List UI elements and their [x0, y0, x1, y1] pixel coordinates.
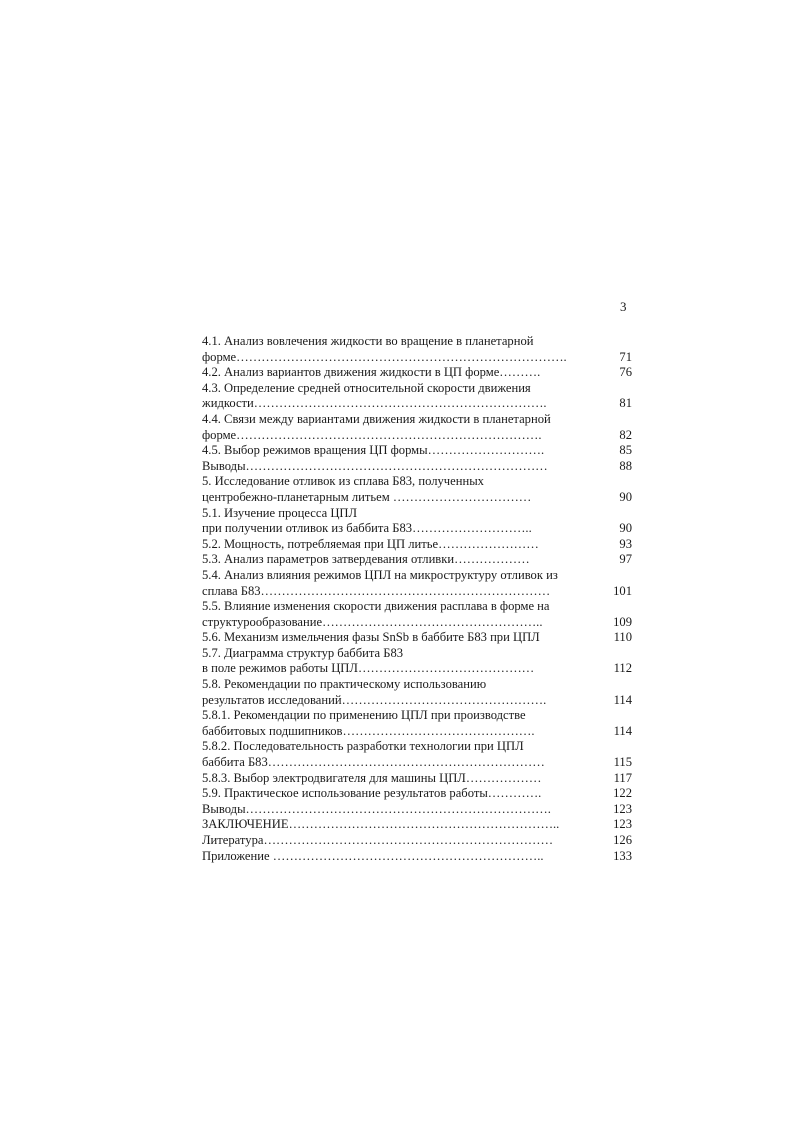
toc-entry-page-number: 101: [613, 583, 632, 598]
toc-entry: [202, 474, 632, 505]
toc-entry-title-line: 5.3. Анализ параметров затвердевания отливки………………: [202, 552, 530, 567]
toc-entry-page-number: 71: [619, 349, 632, 364]
toc-entry-title-line: Литература……………………………………………………………: [202, 833, 554, 847]
toc-entry: [202, 833, 632, 849]
toc-entry-title-line: Выводы……………………………………………………………….: [202, 801, 551, 816]
toc-entry: [202, 646, 632, 677]
toc-entry-title-line: Приложение ………………………………………………………..: [202, 848, 544, 863]
toc-entry-title-line: 5.9. Практическое использование результатов работы………….: [202, 786, 542, 801]
toc-entry: [202, 802, 632, 818]
toc-entry-page-number: 90: [619, 489, 632, 504]
toc-entry-title-line: 5.6. Механизм измельчения фазы SnSb в баббите Б83 при ЦПЛ: [202, 630, 540, 645]
toc-entry-page-number: 82: [619, 427, 632, 442]
toc-entry: [202, 849, 632, 865]
toc-entry-title-line: 4.5. Выбор режимов вращения ЦП формы……………………….: [202, 443, 545, 458]
toc-entry-title-line: в поле режимов работы ЦПЛ……………………………………: [202, 661, 535, 676]
toc-entry-page-number: 85: [619, 443, 632, 458]
toc-entry: [202, 537, 632, 553]
toc-entry-title-line: 4.1. Анализ вовлечения жидкости во вращение в планетарной: [202, 334, 534, 348]
toc-entry-title-line: форме…………………………………………………………………….: [202, 349, 567, 364]
page-number: 3: [620, 299, 627, 314]
toc-entry-title-line: 5.2. Мощность, потребляемая при ЦП литье……………………: [202, 536, 539, 551]
toc-entry-page-number: 112: [613, 661, 632, 676]
toc-entry: [202, 568, 632, 599]
toc-entry: [202, 786, 632, 802]
toc-entry-title-line: результатов исследований………………………………………….: [202, 692, 547, 707]
toc-entry-title-line: центробежно-планетарным литьем ……………………………: [202, 489, 532, 504]
toc-entry-page-number: 117: [613, 770, 632, 785]
table-of-contents: [202, 334, 632, 864]
toc-entry-page-number: 81: [619, 396, 632, 411]
toc-entry: [202, 459, 632, 475]
toc-entry-title-line: 5.7. Диаграмма структур баббита Б83: [202, 645, 404, 660]
toc-entry: [202, 334, 632, 365]
toc-entry-title-line: баббита Б83…………………………………………………………: [202, 755, 545, 770]
toc-entry-page-number: 97: [619, 552, 632, 567]
toc-entry-title-line: 5.1. Изучение процесса ЦПЛ: [202, 505, 358, 520]
toc-entry-page-number: 133: [613, 848, 632, 863]
toc-entry-page-number: 93: [619, 536, 632, 551]
toc-entry-page-number: 122: [613, 786, 632, 801]
toc-entry-title-line: 5.4. Анализ влияния режимов ЦПЛ на микроструктуру отливок из: [202, 567, 558, 582]
toc-entry-title-line: 5.8.3. Выбор электродвигателя для машины ЦПЛ………………: [202, 770, 542, 785]
toc-entry-page-number: 114: [613, 723, 632, 738]
toc-entry-title-line: 4.4. Связи между вариантами движения жидкости в планетарной: [202, 411, 551, 426]
toc-entry-page-number: 109: [613, 614, 632, 629]
toc-entry-title-line: при получении отливок из баббита Б83………………………..: [202, 521, 532, 536]
toc-entry-title-line: баббитовых подшипников……………………………………….: [202, 723, 535, 738]
toc-entry: [202, 443, 632, 459]
toc-entry: [202, 817, 632, 833]
toc-entry: [202, 708, 632, 739]
toc-entry-page-number: 115: [613, 755, 632, 770]
toc-entry-page-number: 123: [613, 817, 632, 832]
toc-entry-page-number: 126: [613, 833, 632, 847]
toc-entry-page-number: 123: [613, 801, 632, 816]
toc-entry-title-line: 5.8. Рекомендации по практическому использованию: [202, 677, 487, 692]
toc-entry-title-line: 5. Исследование отливок из сплава Б83, полученных: [202, 474, 484, 489]
toc-entry-title-line: сплава Б83……………………………………………………………: [202, 583, 551, 598]
toc-entry: [202, 365, 632, 381]
toc-entry-title-line: 4.2. Анализ вариантов движения жидкости в ЦП форме……….: [202, 365, 541, 380]
toc-entry-title-line: 5.8.2. Последовательность разработки технологии при ЦПЛ: [202, 739, 524, 754]
toc-entry-page-number: 88: [619, 458, 632, 473]
toc-entry-title-line: 5.5. Влияние изменения скорости движения расплава в форме на: [202, 599, 550, 614]
toc-entry: [202, 739, 632, 770]
toc-entry: [202, 412, 632, 443]
toc-entry: [202, 381, 632, 412]
toc-entry-page-number: 90: [619, 521, 632, 536]
toc-entry-title-line: ЗАКЛЮЧЕНИЕ………………………………………………………..: [202, 817, 560, 832]
toc-entry-title-line: 4.3. Определение средней относительной скорости движения: [202, 380, 531, 395]
toc-entry-page-number: 114: [613, 692, 632, 707]
toc-entry: [202, 506, 632, 537]
toc-entry-title-line: жидкости…………………………………………………………….: [202, 396, 547, 411]
toc-entry: [202, 677, 632, 708]
toc-entry: [202, 599, 632, 630]
toc-entry-title-line: Выводы………………………………………………………………: [202, 458, 548, 473]
toc-entry-title-line: структурообразование……………………………………………..: [202, 614, 543, 629]
toc-entry: [202, 771, 632, 787]
toc-entry-title-line: 5.8.1. Рекомендации по применению ЦПЛ при производстве: [202, 708, 526, 723]
toc-entry-title-line: форме……………………………………………………………….: [202, 427, 542, 442]
toc-entry: [202, 630, 632, 646]
toc-entry: [202, 552, 632, 568]
toc-entry-page-number: 76: [619, 365, 632, 380]
toc-entry-page-number: 110: [613, 630, 632, 645]
